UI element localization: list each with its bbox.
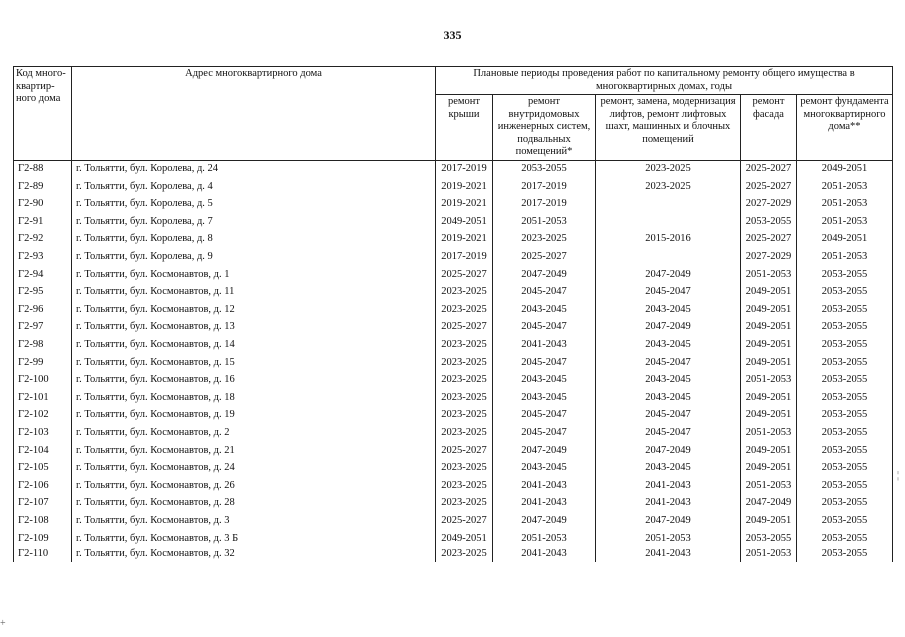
table-row [14, 336, 893, 354]
cell-facade: 2049-2051 [741, 284, 797, 302]
cell-address: г. Тольятти, бул. Космонавтов, д. 28 [72, 495, 436, 513]
cell-roof: 2023-2025 [436, 372, 493, 390]
cell-roof: 2023-2025 [436, 336, 493, 354]
table-row [14, 284, 893, 302]
cell-foundation: 2053-2055 [797, 424, 893, 442]
cell-roof: 2023-2025 [436, 284, 493, 302]
cell-facade: 2027-2029 [741, 196, 797, 214]
cell-facade: 2053-2055 [741, 213, 797, 231]
cell-code: Г2-91 [14, 213, 72, 231]
cell-code: Г2-102 [14, 407, 72, 425]
cell-roof: 2023-2025 [436, 460, 493, 478]
table-row [14, 178, 893, 196]
table-row [14, 495, 893, 513]
cell-systems: 2041-2043 [493, 336, 596, 354]
cell-foundation: 2053-2055 [797, 266, 893, 284]
cell-foundation: 2051-2053 [797, 178, 893, 196]
cell-systems: 2043-2045 [493, 372, 596, 390]
cell-systems: 2051-2053 [493, 530, 596, 548]
cell-code: Г2-95 [14, 284, 72, 302]
cell-roof: 2023-2025 [436, 495, 493, 513]
cell-code: Г2-97 [14, 319, 72, 337]
cell-code: Г2-92 [14, 231, 72, 249]
cell-systems: 2043-2045 [493, 460, 596, 478]
cell-elevators: 2043-2045 [596, 460, 741, 478]
cell-foundation: 2053-2055 [797, 495, 893, 513]
cell-facade: 2049-2051 [741, 460, 797, 478]
cell-foundation: 2049-2051 [797, 231, 893, 249]
cell-address: г. Тольятти, бул. Космонавтов, д. 13 [72, 319, 436, 337]
cell-foundation: 2051-2053 [797, 213, 893, 231]
cell-elevators: 2047-2049 [596, 442, 741, 460]
cell-elevators [596, 196, 741, 214]
cell-foundation: 2053-2055 [797, 319, 893, 337]
cell-elevators: 2041-2043 [596, 495, 741, 513]
cell-elevators: 2041-2043 [596, 477, 741, 495]
cell-elevators: 2045-2047 [596, 407, 741, 425]
cell-code: Г2-104 [14, 442, 72, 460]
cell-code: Г2-103 [14, 424, 72, 442]
table-row [14, 160, 893, 178]
cell-address: г. Тольятти, бул. Королева, д. 7 [72, 213, 436, 231]
cell-address: г. Тольятти, бул. Космонавтов, д. 18 [72, 389, 436, 407]
cell-elevators: 2043-2045 [596, 389, 741, 407]
cell-systems: 2045-2047 [493, 354, 596, 372]
cell-systems: 2045-2047 [493, 407, 596, 425]
cell-address: г. Тольятти, бул. Королева, д. 8 [72, 231, 436, 249]
cell-foundation: 2053-2055 [797, 477, 893, 495]
cell-facade: 2047-2049 [741, 495, 797, 513]
cell-address: г. Тольятти, бул. Космонавтов, д. 26 [72, 477, 436, 495]
cell-facade: 2049-2051 [741, 407, 797, 425]
cell-roof: 2017-2019 [436, 160, 493, 178]
cell-facade: 2051-2053 [741, 266, 797, 284]
cell-code: Г2-99 [14, 354, 72, 372]
cell-systems: 2043-2045 [493, 389, 596, 407]
cell-code: Г2-89 [14, 178, 72, 196]
cell-code: Г2-109 [14, 530, 72, 548]
cell-address: г. Тольятти, бул. Космонавтов, д. 14 [72, 336, 436, 354]
cell-code: Г2-93 [14, 248, 72, 266]
cell-facade: 2049-2051 [741, 442, 797, 460]
cell-code: Г2-88 [14, 160, 72, 178]
cell-facade: 2051-2053 [741, 372, 797, 390]
page-number: 335 [443, 28, 462, 42]
cell-foundation: 2051-2053 [797, 196, 893, 214]
cell-roof: 2023-2025 [436, 407, 493, 425]
cell-foundation: 2049-2051 [797, 160, 893, 178]
cell-address: г. Тольятти, бул. Космонавтов, д. 11 [72, 284, 436, 302]
cell-code: Г2-101 [14, 389, 72, 407]
cell-foundation: 2053-2055 [797, 548, 893, 562]
table-row [14, 548, 893, 562]
cell-roof: 2023-2025 [436, 354, 493, 372]
cell-address: г. Тольятти, бул. Космонавтов, д. 15 [72, 354, 436, 372]
cell-elevators: 2023-2025 [596, 178, 741, 196]
cell-elevators: 2047-2049 [596, 266, 741, 284]
header-code: Код много-квартир-ного дома [14, 67, 72, 161]
cell-facade: 2051-2053 [741, 424, 797, 442]
cell-facade: 2053-2055 [741, 530, 797, 548]
table-body [14, 160, 893, 562]
cell-address: г. Тольятти, бул. Космонавтов, д. 3 Б [72, 530, 436, 548]
header-foundation: ремонт фундамента многоквартирного дома** [797, 95, 893, 161]
table-row [14, 442, 893, 460]
table-header [14, 67, 893, 161]
cell-facade: 2051-2053 [741, 548, 797, 562]
table-row [14, 196, 893, 214]
cell-elevators: 2045-2047 [596, 424, 741, 442]
cell-roof: 2023-2025 [436, 424, 493, 442]
cell-roof: 2019-2021 [436, 178, 493, 196]
header-address: Адрес многоквартирного дома [72, 67, 436, 161]
table-row [14, 372, 893, 390]
cell-address: г. Тольятти, бул. Космонавтов, д. 1 [72, 266, 436, 284]
cell-roof: 2049-2051 [436, 213, 493, 231]
cell-systems: 2043-2045 [493, 301, 596, 319]
cell-foundation: 2053-2055 [797, 407, 893, 425]
cell-address: г. Тольятти, бул. Космонавтов, д. 21 [72, 442, 436, 460]
cell-systems: 2025-2027 [493, 248, 596, 266]
cell-systems: 2051-2053 [493, 213, 596, 231]
cell-systems: 2047-2049 [493, 266, 596, 284]
table-row [14, 266, 893, 284]
repair-schedule-table [13, 66, 893, 562]
cell-systems: 2041-2043 [493, 548, 596, 562]
cell-foundation: 2053-2055 [797, 336, 893, 354]
cell-address: г. Тольятти, бул. Космонавтов, д. 2 [72, 424, 436, 442]
cell-code: Г2-105 [14, 460, 72, 478]
cell-foundation: 2053-2055 [797, 301, 893, 319]
cell-roof: 2025-2027 [436, 512, 493, 530]
cell-systems: 2053-2055 [493, 160, 596, 178]
table-row [14, 213, 893, 231]
cell-code: Г2-110 [14, 548, 72, 562]
header-elevators: ремонт, замена, модернизация лифтов, ремонт лифтовых шахт, машинных и блочных помещений [596, 95, 741, 161]
cell-roof: 2023-2025 [436, 389, 493, 407]
cell-address: г. Тольятти, бул. Королева, д. 5 [72, 196, 436, 214]
cell-foundation: 2053-2055 [797, 530, 893, 548]
cell-elevators: 2045-2047 [596, 354, 741, 372]
cell-elevators: 2047-2049 [596, 512, 741, 530]
cell-facade: 2027-2029 [741, 248, 797, 266]
header-systems: ремонт внутридомовых инженерных систем, подвальных помещений* [493, 95, 596, 161]
table-row [14, 407, 893, 425]
header-facade: ремонт фасада [741, 95, 797, 161]
cell-facade: 2025-2027 [741, 231, 797, 249]
table-row [14, 477, 893, 495]
cell-systems: 2045-2047 [493, 319, 596, 337]
cell-foundation: 2053-2055 [797, 512, 893, 530]
cell-systems: 2017-2019 [493, 178, 596, 196]
header-roof: ремонт крыши [436, 95, 493, 161]
cell-systems: 2047-2049 [493, 442, 596, 460]
cell-elevators: 2023-2025 [596, 160, 741, 178]
cell-elevators: 2045-2047 [596, 284, 741, 302]
cell-roof: 2025-2027 [436, 319, 493, 337]
table-row [14, 389, 893, 407]
cell-elevators: 2051-2053 [596, 530, 741, 548]
header-periods: Плановые периоды проведения работ по капитальному ремонту общего имущества в многоквартирных домах, годы [436, 67, 893, 95]
table-row [14, 319, 893, 337]
cell-systems: 2041-2043 [493, 477, 596, 495]
cell-address: г. Тольятти, бул. Космонавтов, д. 16 [72, 372, 436, 390]
cell-roof: 2049-2051 [436, 530, 493, 548]
cell-systems: 2045-2047 [493, 284, 596, 302]
cell-systems: 2041-2043 [493, 495, 596, 513]
cell-elevators: 2047-2049 [596, 319, 741, 337]
cell-elevators [596, 213, 741, 231]
cell-code: Г2-96 [14, 301, 72, 319]
cell-systems: 2023-2025 [493, 231, 596, 249]
cell-code: Г2-90 [14, 196, 72, 214]
cell-address: г. Тольятти, бул. Космонавтов, д. 19 [72, 407, 436, 425]
cell-facade: 2049-2051 [741, 512, 797, 530]
cell-code: Г2-100 [14, 372, 72, 390]
cell-roof: 2025-2027 [436, 266, 493, 284]
cell-address: г. Тольятти, бул. Космонавтов, д. 32 [72, 548, 436, 562]
cell-code: Г2-107 [14, 495, 72, 513]
cell-foundation: 2053-2055 [797, 372, 893, 390]
cell-systems: 2047-2049 [493, 512, 596, 530]
cell-roof: 2023-2025 [436, 548, 493, 562]
cell-code: Г2-94 [14, 266, 72, 284]
cell-foundation: 2053-2055 [797, 389, 893, 407]
cell-facade: 2049-2051 [741, 354, 797, 372]
cell-foundation: 2053-2055 [797, 354, 893, 372]
scan-artifact-mark: ¦ [897, 470, 900, 481]
cell-elevators: 2015-2016 [596, 231, 741, 249]
cell-roof: 2019-2021 [436, 196, 493, 214]
cell-address: г. Тольятти, бул. Королева, д. 24 [72, 160, 436, 178]
table-row [14, 530, 893, 548]
cell-roof: 2025-2027 [436, 442, 493, 460]
cell-facade: 2049-2051 [741, 336, 797, 354]
cell-foundation: 2051-2053 [797, 248, 893, 266]
cell-systems: 2017-2019 [493, 196, 596, 214]
cell-address: г. Тольятти, бул. Королева, д. 4 [72, 178, 436, 196]
table-row [14, 512, 893, 530]
cell-facade: 2025-2027 [741, 178, 797, 196]
cell-facade: 2049-2051 [741, 319, 797, 337]
table-row [14, 301, 893, 319]
cell-facade: 2025-2027 [741, 160, 797, 178]
cell-foundation: 2053-2055 [797, 442, 893, 460]
table-row [14, 460, 893, 478]
cell-address: г. Тольятти, бул. Космонавтов, д. 12 [72, 301, 436, 319]
cell-systems: 2045-2047 [493, 424, 596, 442]
cell-address: г. Тольятти, бул. Королева, д. 9 [72, 248, 436, 266]
cell-roof: 2023-2025 [436, 477, 493, 495]
cell-address: г. Тольятти, бул. Космонавтов, д. 24 [72, 460, 436, 478]
cell-roof: 2017-2019 [436, 248, 493, 266]
table-row [14, 248, 893, 266]
cell-elevators: 2041-2043 [596, 548, 741, 562]
table-row [14, 424, 893, 442]
cell-elevators: 2043-2045 [596, 336, 741, 354]
cell-foundation: 2053-2055 [797, 460, 893, 478]
cell-elevators: 2043-2045 [596, 301, 741, 319]
cell-code: Г2-106 [14, 477, 72, 495]
cell-facade: 2049-2051 [741, 389, 797, 407]
cell-roof: 2023-2025 [436, 301, 493, 319]
table-row [14, 354, 893, 372]
table-row [14, 231, 893, 249]
cell-code: Г2-98 [14, 336, 72, 354]
cell-facade: 2051-2053 [741, 477, 797, 495]
cell-roof: 2019-2021 [436, 231, 493, 249]
cell-foundation: 2053-2055 [797, 284, 893, 302]
cell-facade: 2049-2051 [741, 301, 797, 319]
scan-artifact-mark: + [0, 618, 6, 629]
cell-elevators [596, 248, 741, 266]
cell-code: Г2-108 [14, 512, 72, 530]
cell-address: г. Тольятти, бул. Космонавтов, д. 3 [72, 512, 436, 530]
cell-elevators: 2043-2045 [596, 372, 741, 390]
